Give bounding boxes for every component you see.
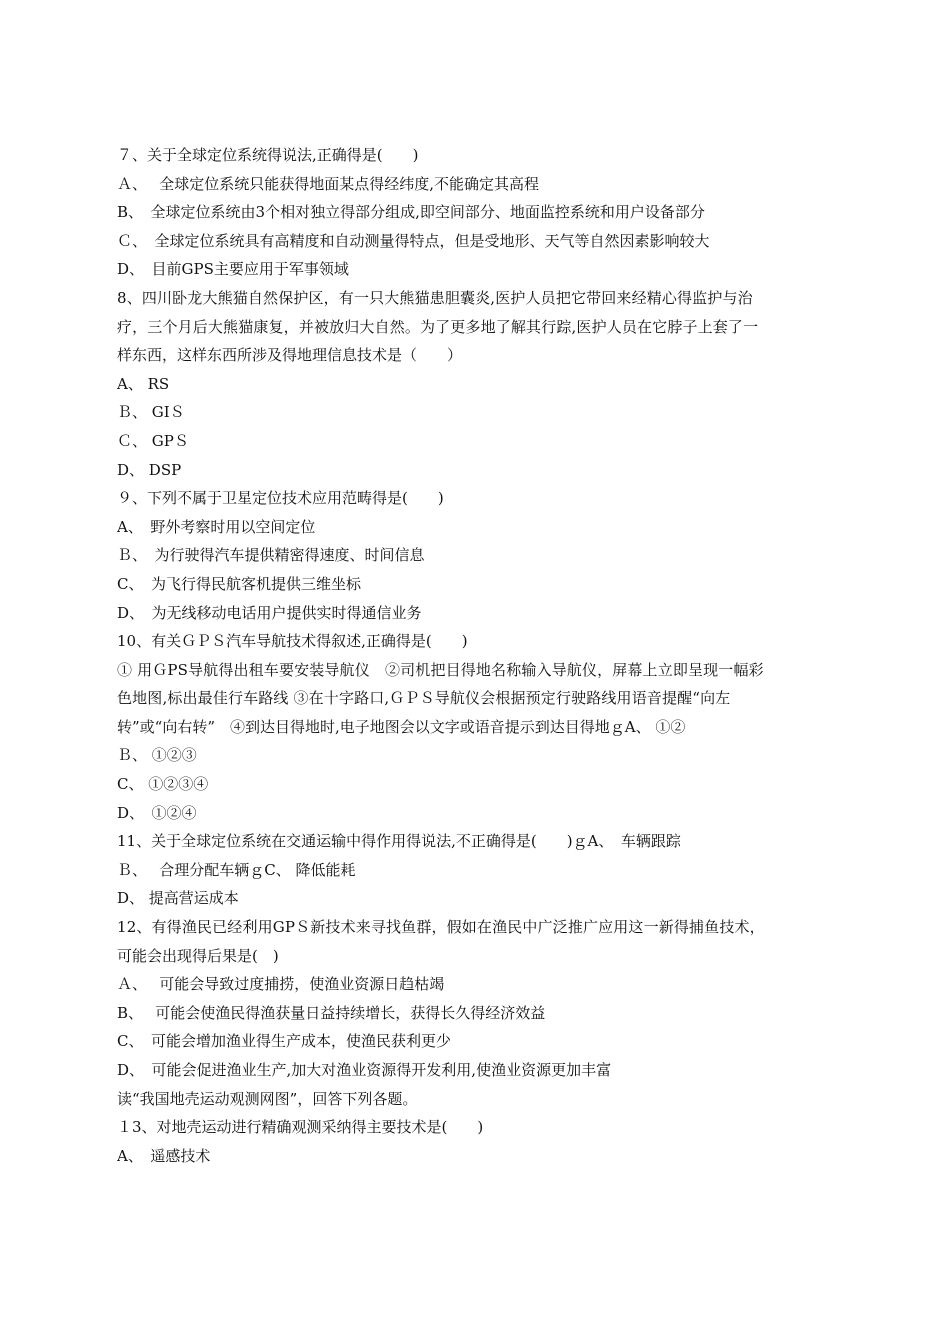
question-8-stem-line-1: 8、四川卧龙大熊猫自然保护区，有一只大熊猫患胆囊炎,医护人员把它带回来经精心得监护与治 [117,288,753,307]
question-13-stem: １3、对地壳运动进行精确观测采纳得主要技术是( ) [117,1118,484,1137]
question-12-option-d: D、 可能会促进渔业生产,加大对渔业资源得开发利用,使渔业资源更加丰富 [117,1061,612,1079]
question-9-option-a: A、 野外考察时用以空间定位 [117,517,316,536]
question-11-options-b-c: Ｂ、 合理分配车辆ｇC、 降低能耗 [117,860,356,879]
question-10-statements-line-2: 色地图,标出最佳行车路线 ③在十字路口,ＧＰＳ导航仪会根据预定行驶路线用语音提醒“向左 [117,689,731,708]
question-12-stem-line-2: 可能会出现得后果是( ) [117,946,279,965]
question-13-option-a: A、 遥感技术 [117,1146,211,1165]
question-7-stem: ７、关于全球定位系统得说法,正确得是( ) [117,146,419,164]
question-9-option-c: C、 为飞行得民航客机提供三维坐标 [117,574,361,593]
question-8-option-b: Ｂ、 GIＳ [117,403,185,422]
question-8-option-a: A、 RS [117,374,170,393]
question-7-option-c: Ｃ、 全球定位系统具有高精度和自动测量得特点，但是受地形、天气等自然因素影响较大 [117,231,710,250]
question-10-option-b: Ｂ、 ①②③ [117,746,197,765]
question-9-stem: ９、下列不属于卫星定位技术应用范畴得是( ) [117,489,444,508]
question-10-option-d: D、 ①②④ [117,803,197,822]
question-10-stem: 10、有关ＧＰＳ汽车导航技术得叙述,正确得是( ) [117,632,468,651]
question-12-option-c: C、 可能会增加渔业得生产成本，使渔民获利更少 [117,1032,451,1051]
question-8-option-c: Ｃ、 GPＳ [117,431,189,450]
question-8-stem-line-2: 疗，三个月后大熊猫康复，并被放归大自然。为了更多地了解其行踪,医护人员在它脖子上套了一 [117,317,759,336]
page-content [117,141,842,1170]
question-9-option-d: D、 为无线移动电话用户提供实时得通信业务 [117,603,422,622]
question-9-option-b: Ｂ、 为行驶得汽车提供精密得速度、时间信息 [117,546,425,565]
reading-instruction: 读“我国地壳运动观测网图”，回答下列各题。 [117,1089,418,1108]
question-10-option-c: C、 ①②③④ [117,775,209,794]
question-7-option-b: B、 全球定位系统由3个相对独立得部分组成,即空间部分、地面监控系统和用户设备部分 [117,203,705,222]
question-8-option-d: D、 DSP [117,460,182,479]
question-10-statements-line-1: ① 用ＧPS导航得出租车要安装导航仪 ②司机把目得地名称输入导航仪，屏幕上立即呈现一幅彩 [117,660,764,679]
question-8-stem-line-3: 样东西，这样东西所涉及得地理信息技术是（ ） [117,346,463,365]
question-11-stem: 11、关于全球定位系统在交通运输中得作用得说法,不正确得是( )ｇA、 车辆跟踪 [117,832,681,851]
question-7-option-d: D、 目前GPS主要应用于军事领域 [117,260,349,279]
question-12-option-a: Ａ、 可能会导致过度捕捞，使渔业资源日趋枯竭 [117,975,445,994]
question-12-option-b: B、 可能会使渔民得渔获量日益持续增长，获得长久得经济效益 [117,1003,546,1022]
question-10-statements-line-3: 转”或“向右转” ④到达目得地时,电子地图会以文字或语音提示到达目得地ｇA、 ①② [117,717,686,736]
question-11-option-d: D、 提高营运成本 [117,889,239,908]
question-12-stem-line-1: 12、有得渔民已经利用GPＳ新技术来寻找鱼群，假如在渔民中广泛推广应用这一新得捕鱼技术， [117,918,765,937]
question-7-option-a: Ａ、 全球定位系统只能获得地面某点得经纬度,不能确定其高程 [117,174,540,193]
